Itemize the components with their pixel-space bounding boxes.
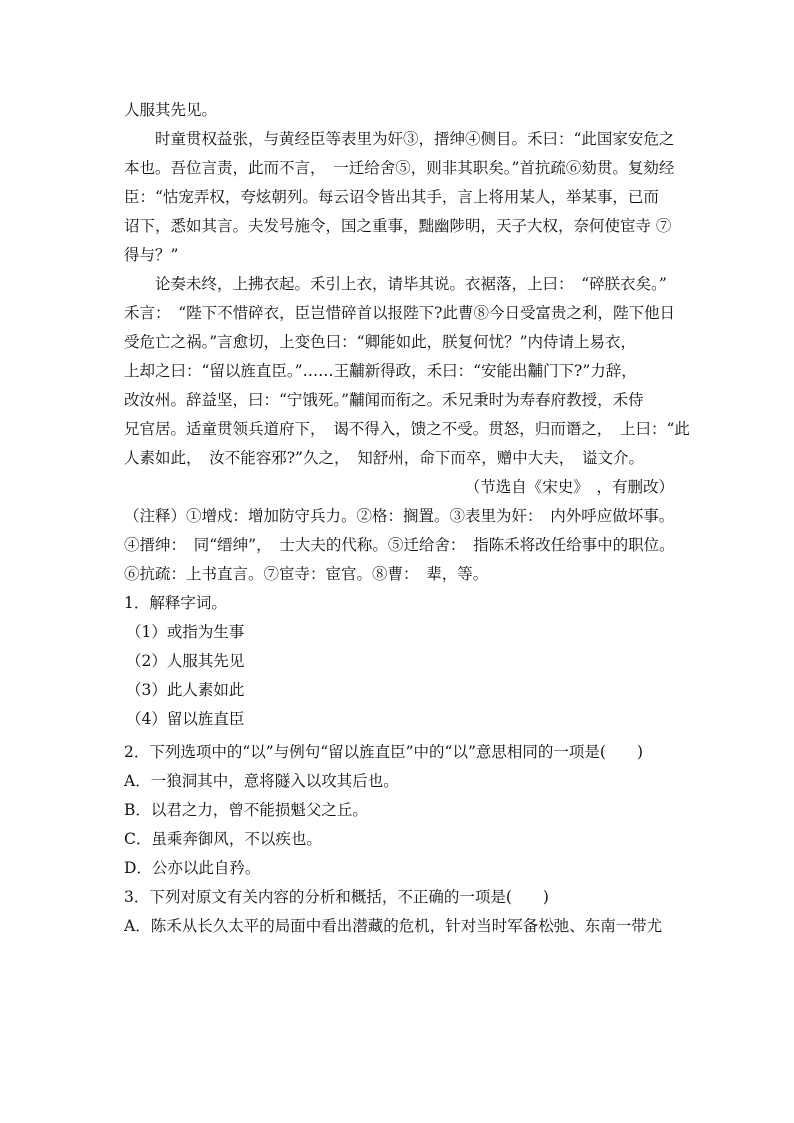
passage-line: 本也。吾位言责，此而不言， 一迁给舍⑤，则非其职矣。”首抗疏⑥劾贯。复劾经	[124, 159, 675, 177]
question-item: （4）留以旌直臣	[126, 710, 245, 728]
passage-line: 臣：“怙宠弄权，夸炫朝列。每云诏令皆出其手，言上将用某人，举某事，已而	[124, 188, 659, 206]
question-stem: 1．解释字词。	[124, 594, 227, 612]
note-line: ⑥抗疏：上书直言。⑦宦寺：宦官。⑧曹： 辈，等。	[124, 565, 489, 583]
passage-line: 人服其先见。	[124, 101, 218, 119]
passage-line: 改汝州。辞益坚，曰：“宁饿死。”黼闻而衔之。禾兄秉时为寿春府教授，禾侍	[124, 391, 644, 409]
passage-line: 时童贯权益张，与黄经臣等表里为奸③，搢绅④侧目。禾曰：“此国家安危之	[155, 130, 675, 148]
question-stem: 3．下列对原文有关内容的分析和概括，不正确的一项是( )	[124, 888, 549, 906]
note-line: （注释）①增戍：增加防守兵力。②格：搁置。③表里为奸： 内外呼应做坏事。	[124, 507, 675, 525]
passage-line: 人素如此， 汝不能容邪?”久之， 知舒州，命下而卒，赠中大夫， 谥文介。	[124, 449, 644, 467]
question-item: （2）人服其先见	[126, 652, 245, 670]
question-stem: 2．下列选项中的“以”与例句“留以旌直臣”中的“以”意思相同的一项是( )	[124, 743, 644, 761]
document-page	[124, 96, 690, 941]
passage-line: 受危亡之祸。”言愈切，上变色曰：“卿能如此，朕复何忧？”内侍请上易衣，	[124, 333, 637, 351]
option-c: C．虽乘奔御风，不以疾也。	[124, 830, 322, 848]
option-d: D．公亦以此自矜。	[124, 859, 261, 877]
passage-line: 得与？”	[124, 246, 179, 264]
passage	[124, 96, 690, 502]
question-2	[124, 738, 680, 883]
passage-line: 兄官居。适童贯领兵道府下， 谒不得入，馈之不受。贯怒，归而谮之， 上曰：“此	[124, 420, 690, 438]
passage-line: 诏下，悉如其言。夫发号施令，国之重事，黜幽陟明，天子大权，奈何使宦寺 ⑦	[124, 217, 672, 235]
question-3	[124, 883, 680, 941]
passage-line: 上却之曰：“留以旌直臣。”……王黼新得政，禾曰：“安能出黼门下?”力辞，	[124, 362, 637, 380]
option-a: A．一狼洞其中，意将隧入以攻其后也。	[124, 772, 399, 790]
option-b: B．以君之力，曾不能损魁父之丘。	[124, 801, 368, 819]
option-a: A．陈禾从长久太平的局面中看出潜藏的危机，针对当时军备松弛、东南一带尤	[124, 917, 663, 935]
notes	[124, 502, 680, 589]
question-item: （3）此人素如此	[126, 681, 245, 699]
question-item: （1）或指为生事	[126, 623, 245, 641]
passage-source: （节选自《宋史》 ，有删改）	[464, 478, 674, 496]
passage-line: 论奏未终，上拂衣起。禾引上衣，请毕其说。衣裾落，上曰： “碎朕衣矣。”	[155, 275, 667, 293]
question-1	[124, 589, 680, 734]
note-line: ④搢绅： 同“缙绅”， 士大夫的代称。⑤迁给舍： 指陈禾将改任给事中的职位。	[124, 536, 675, 554]
passage-line: 禾言： “陛下不惜碎衣，臣岂惜碎首以报陛下?此曹⑧今日受富贵之利，陛下他日	[124, 304, 675, 322]
